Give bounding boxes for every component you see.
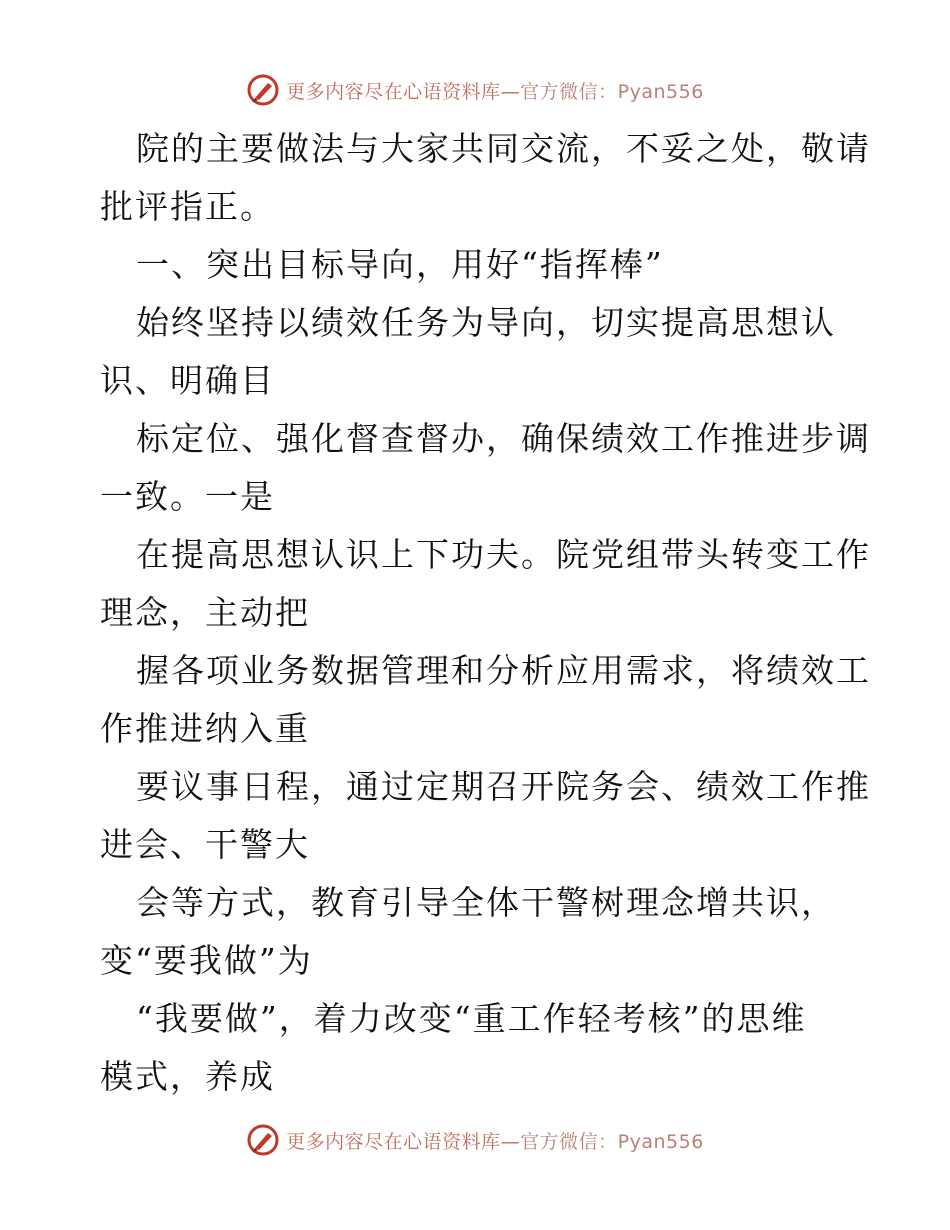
text-line: 标定位、强化督查督办，确保绩效工作推进步调 bbox=[136, 419, 871, 458]
pen-logo-icon bbox=[246, 73, 280, 107]
text-line: 在提高思想认识上下功夫。院党组带头转变工作 bbox=[136, 535, 871, 574]
footer-banner-dash: — bbox=[500, 1130, 521, 1153]
section-heading: 一、突出目标导向，用好“指挥棒” bbox=[136, 245, 664, 284]
text-line: 会等方式，教育引导全体干警树理念增共识， bbox=[136, 883, 836, 922]
text-line: 始终坚持以绩效任务为导向，切实提高思想认 bbox=[136, 303, 836, 342]
text-line: “我要做”，着力改变“重工作轻考核”的思维 bbox=[136, 999, 807, 1038]
text-line: 要议事日程，通过定期召开院务会、绩效工作推 bbox=[136, 767, 871, 806]
text-line: 模式，养成 bbox=[100, 1057, 275, 1096]
text-line: 院的主要做法与大家共同交流，不妥之处，敬请 bbox=[136, 129, 871, 168]
header-banner-text bbox=[286, 77, 704, 104]
text-line: 一致。一是 bbox=[100, 477, 275, 516]
document-body bbox=[100, 120, 871, 1106]
footer-banner-text bbox=[286, 1127, 704, 1154]
header-banner bbox=[0, 70, 950, 110]
text-line: 作推进纳入重 bbox=[100, 709, 310, 748]
pen-logo-icon bbox=[246, 1123, 280, 1157]
text-line: 识、明确目 bbox=[100, 361, 275, 400]
text-line: 握各项业务数据管理和分析应用需求，将绩效工 bbox=[136, 651, 871, 690]
footer-banner-official: 官方微信：Pyan556 bbox=[520, 1130, 704, 1153]
text-line: 进会、干警大 bbox=[100, 825, 310, 864]
text-line: 理念，主动把 bbox=[100, 593, 310, 632]
text-line: 批评指正。 bbox=[100, 187, 275, 226]
footer-banner bbox=[0, 1120, 950, 1160]
text-line: 变“要我做”为 bbox=[100, 941, 313, 980]
header-banner-official: 官方微信：Pyan556 bbox=[520, 80, 704, 103]
footer-banner-main: 更多内容尽在心语资料库 bbox=[286, 1130, 501, 1153]
header-banner-dash: — bbox=[500, 80, 521, 103]
header-banner-main: 更多内容尽在心语资料库 bbox=[286, 80, 501, 103]
